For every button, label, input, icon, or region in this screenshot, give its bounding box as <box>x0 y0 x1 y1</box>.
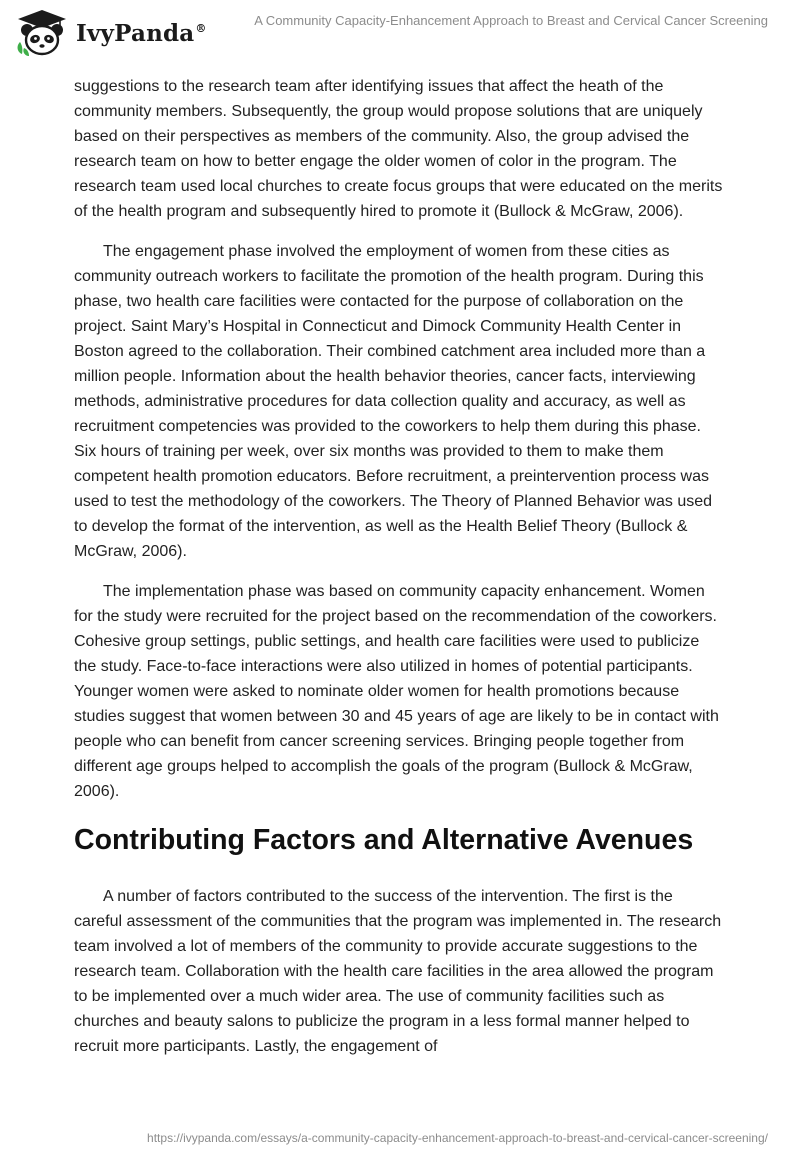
document-title: A Community Capacity-Enhancement Approach to Breast and Cervical Cancer Screening <box>254 13 768 28</box>
ivypanda-logo[interactable] <box>14 8 207 58</box>
panda-graduate-icon <box>14 8 70 58</box>
source-url[interactable]: https://ivypanda.com/essays/a-community-capacity-enhancement-approach-to-breast-and-cervical-cancer-screening/ <box>147 1131 768 1145</box>
section-heading: Contributing Factors and Alternative Avenues <box>74 824 694 856</box>
paragraph: suggestions to the research team after identifying issues that affect the heath of the community members. Subsequently, the group would propose solutions that are uniquely based on their perspectives as members of the community. Also, the group advised the research team on how to better engage the older women of color in the program. The research team used local churches to create focus groups that were educated on the merits of the health program and subsequently hired to promote it (Bullock & McGraw, 2006). <box>74 78 723 220</box>
essay-body <box>74 74 724 1059</box>
paragraph: The engagement phase involved the employment of women from these cities as community outreach workers to facilitate the promotion of the health program. During this phase, two health care facilities were contacted for the purpose of collaboration on the project. Saint Mary’s Hospital in Connecticut and Dimock Community Health Center in Boston agreed to the collaboration. Their combined catchment area included more than a million people. Information about the health behavior theories, cancer facts, interviewing methods, administrative procedures for data collection quality and accuracy, as well as recruitment competencies was provided to the coworkers to help them during this phase. Six hours of training per week, over six months was provided to them to make them competent health promotion educators. Before recruitment, a preintervention process was used to test the methodology of the coworkers. The Theory of Planned Behavior was used to develop the format of the intervention, as well as the Health Belief Theory (Bullock & McGraw, 2006). <box>74 243 713 560</box>
page-header <box>0 0 800 60</box>
brand-name: IvyPanda® <box>76 19 207 47</box>
paragraph: A number of factors contributed to the success of the intervention. The first is the careful assessment of the communities that the program was implemented in. The research team involved a lot of members of the community to provide accurate suggestions to the research team. Collaboration with the health care facilities in the area allowed the program to be implemented over a much wider area. The use of community facilities such as churches and beauty salons to publicize the program in a less formal manner helped to recruit more participants. Lastly, the engagement of <box>74 888 722 1055</box>
paragraph: The implementation phase was based on community capacity enhancement. Women for the study were recruited for the project based on the recommendation of the coworkers. Cohesive group settings, public settings, and health care facilities were used to publicize the study. Face-to-face interactions were also utilized in homes of potential participants. Younger women were asked to nominate older women for health promotions because studies suggest that women between 30 and 45 years of age are likely to be in contact with people who can benefit from cancer screening services. Bringing people together from different age groups helped to accomplish the goals of the program (Bullock & McGraw, 2006). <box>74 583 719 800</box>
